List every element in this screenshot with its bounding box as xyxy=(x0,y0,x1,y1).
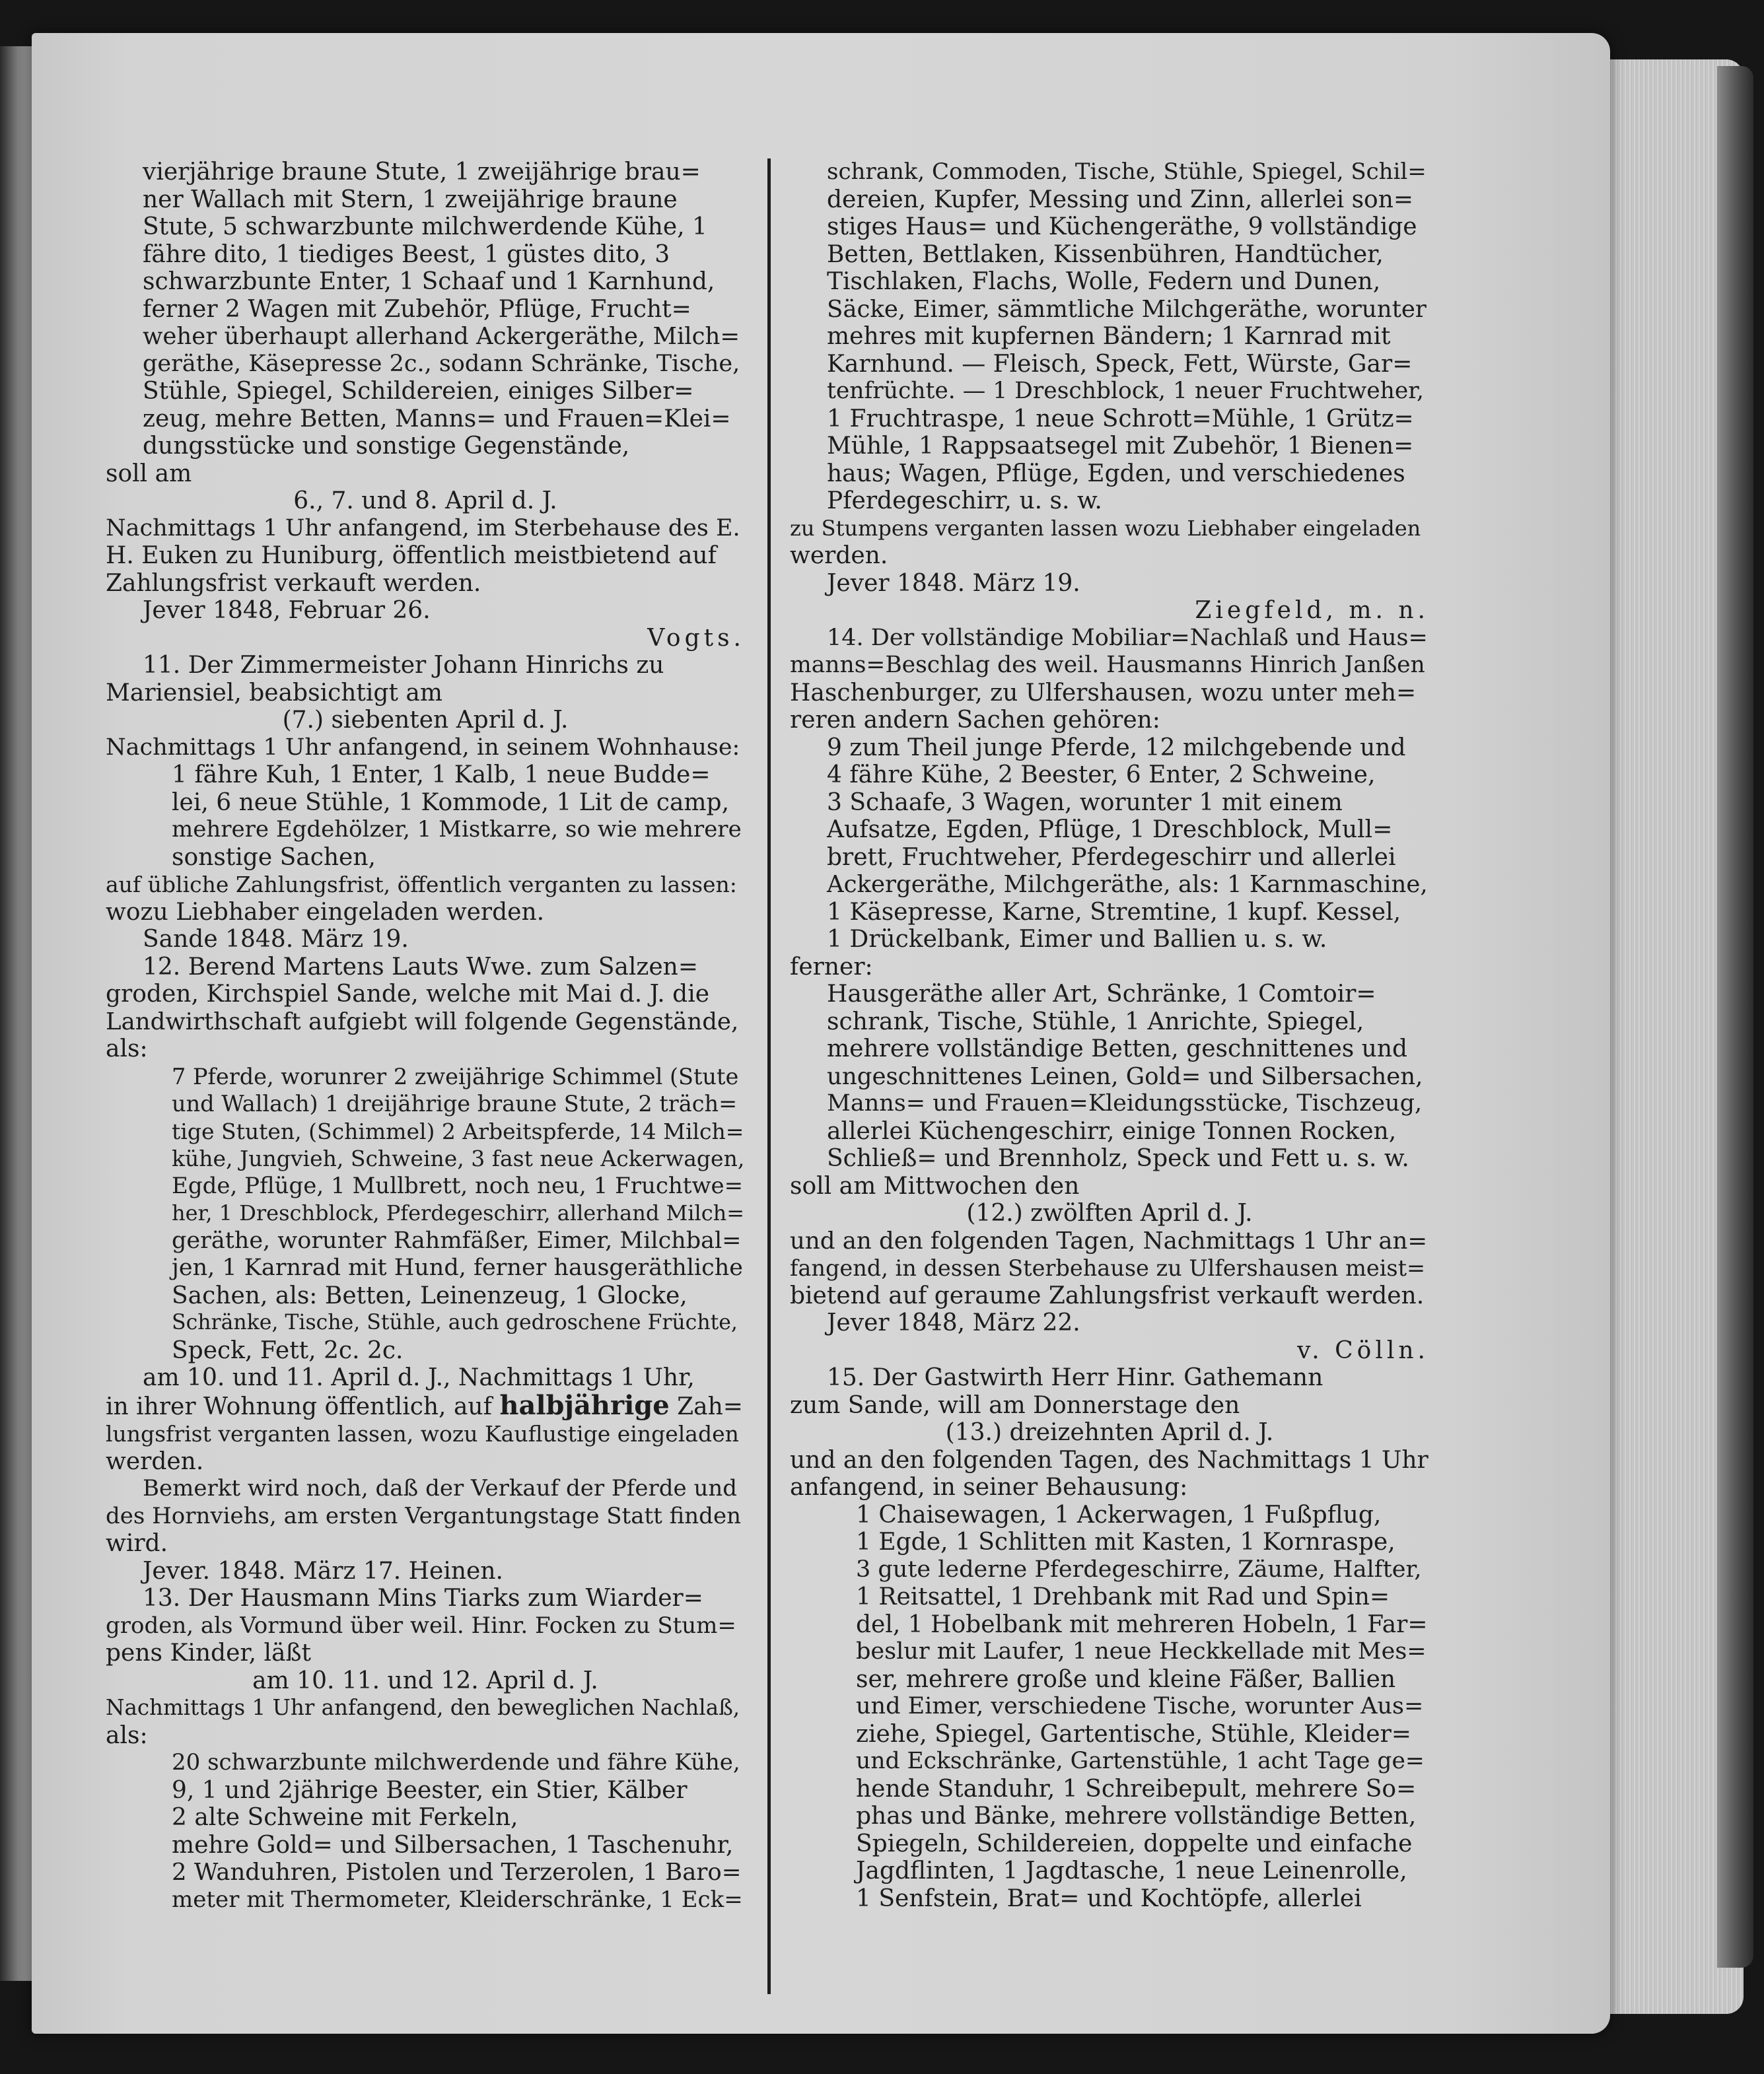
text-line: Aufsatze, Egden, Pflüge, 1 Dreschblock, Mull= xyxy=(827,816,1393,843)
text-line: ferner: xyxy=(790,953,873,981)
text-line: und an den folgenden Tagen, Nachmittags 1 Uhr an= xyxy=(790,1227,1428,1255)
text-line: her, 1 Dreschblock, Pferdegeschirr, allerhand Milch= xyxy=(172,1200,745,1226)
text-line: 9 zum Theil junge Pferde, 12 milchgebende und xyxy=(827,734,1406,761)
text-line: auf übliche Zahlungsfrist, öffentlich verganten zu lassen: xyxy=(106,872,737,897)
text-line: 1 Senfstein, Brat= und Kochtöpfe, allerlei xyxy=(856,1884,1362,1912)
text-line: schrank, Tische, Stühle, 1 Anrichte, Spiegel, xyxy=(827,1008,1364,1035)
text-line: stiges Haus= und Küchengeräthe, 9 vollständige xyxy=(827,213,1417,240)
text-line: 1 Drückelbank, Eimer und Ballien u. s. w. xyxy=(827,926,1327,953)
text-line: Pferdegeschirr, u. s. w. xyxy=(827,487,1102,514)
text-line: werden. xyxy=(106,1447,204,1475)
text-line: del, 1 Hobelbank mit mehreren Hobeln, 1 Far= xyxy=(856,1610,1428,1638)
text-line: groden, Kirchspiel Sande, welche mit Mai d. J. die xyxy=(106,981,710,1008)
text-line: Mühle, 1 Rappsaatsegel mit Zubehör, 1 Bienen= xyxy=(827,432,1414,460)
text-line: ziehe, Spiegel, Gartentische, Stühle, Kleider= xyxy=(856,1720,1411,1748)
text-line: v. Cölln. xyxy=(1297,1336,1429,1364)
text-line: Hausgeräthe aller Art, Schränke, 1 Comtoir= xyxy=(827,981,1376,1008)
text-line: mehrere vollständige Betten, geschnittenes und xyxy=(827,1035,1408,1062)
text-line: und Eckschränke, Gartenstühle, 1 acht Tage ge= xyxy=(856,1748,1425,1774)
text-line: 1 Käsepresse, Karne, Stremtine, 1 kupf. Kessel, xyxy=(827,898,1401,926)
text-line: reren andern Sachen gehören: xyxy=(790,707,1160,734)
text-line: weher überhaupt allerhand Ackergeräthe, Milch= xyxy=(143,323,740,350)
text-line: bietend auf geraume Zahlungsfrist verkauft werden. xyxy=(790,1282,1425,1309)
text-line: wozu Liebhaber eingeladen werden. xyxy=(106,898,545,926)
text-line: Säcke, Eimer, sämmtliche Milchgeräthe, worunter xyxy=(827,295,1427,323)
text-line: 15. Der Gastwirth Herr Hinr. Gathemann xyxy=(827,1364,1323,1391)
text-line: schwarzbunte Enter, 1 Schaaf und 1 Karnhund, xyxy=(143,268,715,295)
text-line: und Wallach) 1 dreijährige braune Stute, 2 träch= xyxy=(172,1091,738,1117)
text-line: 4 fähre Kühe, 2 Beester, 6 Enter, 2 Schweine, xyxy=(827,761,1376,788)
book-cover-edge xyxy=(1717,66,1753,1968)
column-separator-rule xyxy=(767,158,771,1994)
text-line: ner Wallach mit Stern, 1 zweijährige braune xyxy=(143,186,678,213)
text-line: soll am xyxy=(106,460,192,487)
text-line: fangend, in dessen Sterbehause zu Ulfershausen meist= xyxy=(790,1255,1426,1281)
text-line: manns=Beschlag des weil. Hausmanns Hinrich Janßen xyxy=(790,652,1425,678)
text-line: (7.) siebenten April d. J. xyxy=(282,707,569,734)
text-line: 11. Der Zimmermeister Johann Hinrichs zu xyxy=(143,652,664,679)
text-line: 1 fähre Kuh, 1 Enter, 1 Kalb, 1 neue Budde= xyxy=(172,761,711,788)
text-line: Stute, 5 schwarzbunte milchwerdende Kühe, 1 xyxy=(143,213,707,240)
text-line: 1 Egde, 1 Schlitten mit Kasten, 1 Kornraspe, xyxy=(856,1529,1395,1556)
text-line: Ackergeräthe, Milchgeräthe, als: 1 Karnmaschine, xyxy=(827,871,1428,898)
text-line: Bemerkt wird noch, daß der Verkauf der Pferde und xyxy=(143,1475,738,1502)
text-line: Nachmittags 1 Uhr anfangend, in seinem Wohnhause: xyxy=(106,734,740,761)
text-line: anfangend, in seiner Behausung: xyxy=(790,1474,1188,1501)
text-line: beslur mit Laufer, 1 neue Heckkellade mit Mes= xyxy=(856,1638,1427,1665)
text-line: meter mit Thermometer, Kleiderschränke, 1 Eck= xyxy=(172,1886,743,1913)
text-line: Haschenburger, zu Ulfershausen, wozu unter meh= xyxy=(790,679,1417,707)
text-line: 1 Chaisewagen, 1 Ackerwagen, 1 Fußpflug, xyxy=(856,1501,1382,1529)
text-line: und Eimer, verschiedene Tische, worunter Aus= xyxy=(856,1693,1424,1719)
text-line: Stühle, Spiegel, Schildereien, einiges Silber= xyxy=(143,378,694,405)
text-line: 1 Fruchtraspe, 1 neue Schrott=Mühle, 1 Grütz= xyxy=(827,405,1414,432)
text-line: Jever 1848, Februar 26. xyxy=(143,597,431,624)
text-line: haus; Wagen, Pflüge, Egden, und verschiedenes xyxy=(827,460,1405,487)
text-line: brett, Fruchtweher, Pferdegeschirr und allerlei xyxy=(827,843,1396,871)
text-line: 12. Berend Martens Lauts Wwe. zum Salzen= xyxy=(143,953,698,981)
text-line: phas und Bänke, mehrere vollständige Betten, xyxy=(856,1803,1417,1830)
right-text-column xyxy=(790,158,1429,1912)
text-line: als: xyxy=(106,1721,148,1749)
text-line: ungeschnittenes Leinen, Gold= und Silbersachen, xyxy=(827,1062,1423,1090)
text-line: Schließ= und Brennholz, Speck und Fett u. s. w. xyxy=(827,1145,1409,1172)
text-line: zum Sande, will am Donnerstage den xyxy=(790,1391,1240,1419)
text-line: zeug, mehre Betten, Manns= und Frauen=Klei= xyxy=(143,405,731,432)
text-line: Sande 1848. März 19. xyxy=(143,926,409,953)
text-line: 1 Reitsattel, 1 Drehbank mit Rad und Spin= xyxy=(856,1583,1390,1610)
text-line: sonstige Sachen, xyxy=(172,843,376,871)
text-line: am 10. und 11. April d. J., Nachmittags 1 Uhr, xyxy=(143,1364,695,1391)
text-line: Landwirthschaft aufgiebt will folgende Gegenstände, xyxy=(106,1008,739,1035)
text-line: Sachen, als: Betten, Leinenzeug, 1 Glocke, xyxy=(172,1282,688,1309)
text-line: H. Euken zu Huniburg, öffentlich meistbietend auf xyxy=(106,542,717,569)
text-line: in ihrer Wohnung öffentlich, auf halbjährige Zah= xyxy=(106,1392,745,1421)
text-line: pens Kinder, läßt xyxy=(106,1640,312,1667)
text-line: mehres mit kupfernen Bändern; 1 Karnrad mit xyxy=(827,323,1391,350)
text-line: Speck, Fett, 2c. 2c. xyxy=(172,1336,404,1364)
text-line: 20 schwarzbunte milchwerdende und fähre Kühe, xyxy=(172,1749,740,1776)
text-line: ferner 2 Wagen mit Zubehör, Pflüge, Frucht= xyxy=(143,295,691,323)
text-line: 2 alte Schweine mit Ferkeln, xyxy=(172,1804,518,1831)
text-line: Vogts. xyxy=(647,624,745,652)
text-line: mehrere Egdehölzer, 1 Mistkarre, so wie mehrere xyxy=(172,816,742,843)
text-line: dereien, Kupfer, Messing und Zinn, allerlei son= xyxy=(827,186,1414,213)
text-line: wird. xyxy=(106,1530,168,1557)
text-line: Mariensiel, beabsichtigt am xyxy=(106,679,442,707)
text-line: dungsstücke und sonstige Gegenstände, xyxy=(143,432,630,460)
text-line: als: xyxy=(106,1035,148,1062)
text-line: 7 Pferde, worunrer 2 zweijährige Schimmel (Stute xyxy=(172,1063,739,1089)
text-line: Jever. 1848. März 17. Heinen. xyxy=(143,1557,503,1585)
text-line: hende Standuhr, 1 Schreibepult, mehrere So= xyxy=(856,1775,1417,1803)
text-line: vierjährige braune Stute, 1 zweijährige brau= xyxy=(143,158,701,186)
text-line: 14. Der vollständige Mobiliar=Nachlaß und Haus= xyxy=(827,624,1428,651)
text-line: werden. xyxy=(790,542,888,569)
text-line: Jever 1848, März 22. xyxy=(827,1309,1080,1336)
text-line: zu Stumpens verganten lassen wozu Liebhaber eingeladen xyxy=(790,515,1421,541)
text-line: Nachmittags 1 Uhr anfangend, im Sterbehause des E. xyxy=(106,514,740,541)
text-line: geräthe, Käsepresse 2c., sodann Schränke, Tische, xyxy=(143,350,740,377)
text-line: lungsfrist verganten lassen, wozu Kauflustige eingeladen xyxy=(106,1421,739,1447)
text-line: Spiegeln, Schildereien, doppelte und einfache xyxy=(856,1830,1413,1857)
text-line: groden, als Vormund über weil. Hinr. Focken zu Stum= xyxy=(106,1612,736,1639)
text-line: soll am Mittwochen den xyxy=(790,1172,1080,1200)
text-line: kühe, Jungvieh, Schweine, 3 fast neue Ackerwagen, xyxy=(172,1146,745,1171)
text-line: 3 Schaafe, 3 Wagen, worunter 1 mit einem xyxy=(827,788,1343,816)
text-line: 9, 1 und 2jährige Beester, ein Stier, Kälber xyxy=(172,1776,688,1804)
text-line: 13. Der Hausmann Mins Tiarks zum Wiarder= xyxy=(143,1585,703,1612)
text-line: des Hornviehs, am ersten Vergantungstage Statt finden xyxy=(106,1502,741,1529)
text-line: lei, 6 neue Stühle, 1 Kommode, 1 Lit de camp, xyxy=(172,788,730,816)
left-text-column xyxy=(106,158,745,1914)
text-line: geräthe, worunter Rahmfäßer, Eimer, Milchbal= xyxy=(172,1227,742,1254)
text-line: tige Stuten, (Schimmel) 2 Arbeitspferde, 14 Milch= xyxy=(172,1118,744,1144)
text-line: Tischlaken, Flachs, Wolle, Federn und Dunen, xyxy=(827,268,1381,295)
text-line: schrank, Commoden, Tische, Stühle, Spiegel, Schil= xyxy=(827,158,1427,185)
text-line: Ziegfeld, m. n. xyxy=(1195,597,1429,624)
text-line: (13.) dreizehnten April d. J. xyxy=(945,1419,1274,1446)
text-line: 6., 7. und 8. April d. J. xyxy=(293,487,557,514)
text-line: tenfrüchte. — 1 Dreschblock, 1 neuer Fruchtweher, xyxy=(827,378,1424,404)
text-line: 3 gute lederne Pferdegeschirre, Zäume, Halfter, xyxy=(856,1556,1422,1583)
text-line: jen, 1 Karnrad mit Hund, ferner hausgeräthliche xyxy=(172,1255,743,1281)
text-line: Karnhund. — Fleisch, Speck, Fett, Würste, Gar= xyxy=(827,350,1413,378)
text-line: Nachmittags 1 Uhr anfangend, den beweglichen Nachlaß, xyxy=(106,1695,740,1720)
text-line: mehre Gold= und Silbersachen, 1 Taschenuhr, xyxy=(172,1831,734,1859)
text-line: Betten, Bettlaken, Kissenbühren, Handtücher, xyxy=(827,240,1384,268)
text-line: allerlei Küchengeschirr, einige Tonnen Rocken, xyxy=(827,1117,1397,1145)
text-line: 2 Wanduhren, Pistolen und Terzerolen, 1 Baro= xyxy=(172,1859,742,1886)
text-line: Egde, Pflüge, 1 Mullbrett, noch neu, 1 Fruchtwe= xyxy=(172,1172,744,1199)
text-line: und an den folgenden Tagen, des Nachmittags 1 Uhr xyxy=(790,1446,1429,1474)
text-line: Jever 1848. März 19. xyxy=(827,569,1080,597)
text-line: am 10. 11. und 12. April d. J. xyxy=(252,1667,598,1694)
text-line: Manns= und Frauen=Kleidungsstücke, Tischzeug, xyxy=(827,1090,1423,1117)
text-line: (12.) zwölften April d. J. xyxy=(966,1200,1253,1227)
text-line: Schränke, Tische, Stühle, auch gedroschene Früchte, xyxy=(172,1311,738,1334)
text-line: fähre dito, 1 tiediges Beest, 1 güstes dito, 3 xyxy=(143,240,670,268)
text-line: Zahlungsfrist verkauft werden. xyxy=(106,569,481,597)
text-line: Jagdflinten, 1 Jagdtasche, 1 neue Leinenrolle, xyxy=(856,1857,1407,1884)
emphasized-word: halbjährige xyxy=(499,1391,670,1420)
text-line: ser, mehrere große und kleine Fäßer, Ballien xyxy=(856,1665,1396,1693)
